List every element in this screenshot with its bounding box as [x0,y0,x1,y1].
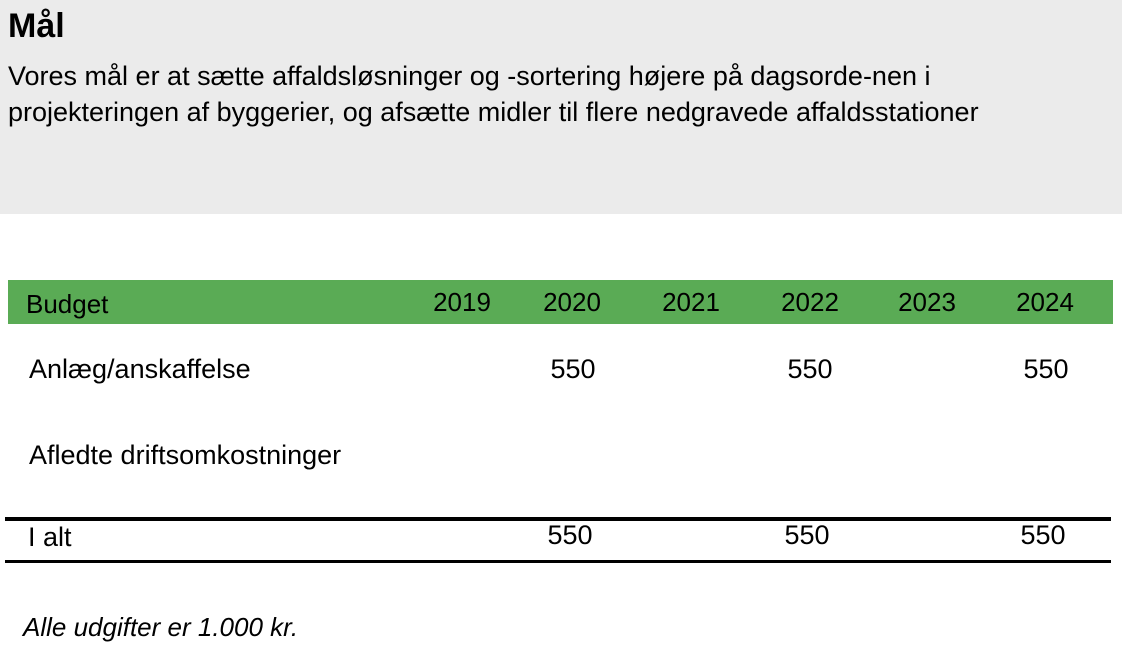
goal-title: Mål [8,7,65,45]
total-cell: 550 [547,520,593,550]
row-label: Afledte driftsomkostninger [29,440,342,470]
total-cell: 550 [1020,520,1066,550]
table-cell: 550 [550,354,596,384]
year-header: 2023 [898,287,956,317]
year-header: 2021 [662,287,720,317]
table-cell: 550 [1023,354,1069,384]
row-label: Anlæg/anskaffelse [29,354,251,384]
table-cell: 550 [787,354,833,384]
budget-table-header [8,280,1113,324]
year-header: 2024 [1016,287,1074,317]
total-row [0,520,1122,560]
year-header: 2020 [543,287,601,317]
year-header: 2022 [781,287,839,317]
budget-header-label: Budget [26,289,109,319]
table-row [0,440,1122,480]
total-label: I alt [28,522,72,552]
year-header: 2019 [433,287,491,317]
goal-description: Vores mål er at sætte affaldsløsninger og -sortering højere på dagsorde-nen i projekteringen af byggerier, og afsætte midler til flere nedgravede affaldsstationer [8,61,979,127]
budget-footnote: Alle udgifter er 1.000 kr. [23,612,299,642]
table-row [0,354,1122,394]
goal-section [0,0,1122,214]
total-bottom-divider [5,560,1111,563]
total-cell: 550 [784,520,830,550]
